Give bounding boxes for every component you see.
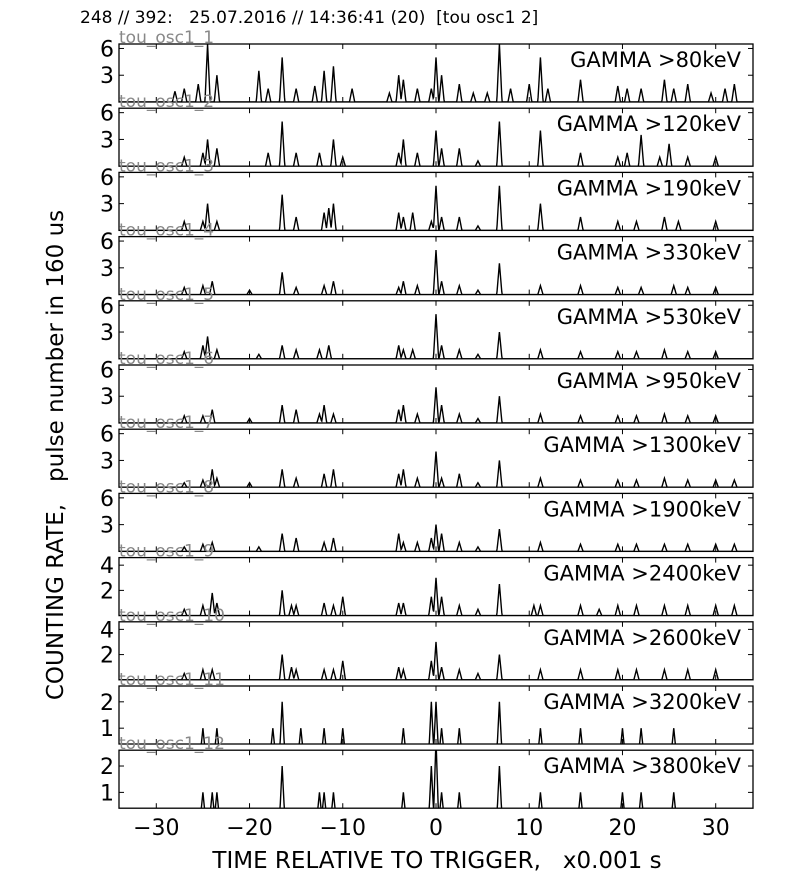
panel-9: [100, 542, 753, 616]
panel-2: [100, 92, 753, 166]
x-tick-label: −20: [226, 816, 273, 842]
panel-tag: tou_osc1_3: [119, 156, 215, 177]
y-tick-label: 2: [100, 690, 114, 716]
y-tick-label: 6: [100, 294, 114, 320]
panel-label: GAMMA >80keV: [570, 48, 741, 72]
panel-label: GAMMA >530keV: [556, 304, 741, 329]
y-tick-label: 6: [100, 230, 114, 256]
panel-10: [100, 606, 753, 680]
panel-tag: tou_osc1_10: [119, 605, 225, 626]
y-tick-label: 6: [100, 486, 114, 512]
y-tick-label: 1: [100, 717, 114, 743]
panel-tag: tou_osc1_4: [119, 220, 215, 241]
y-tick-label: 6: [100, 422, 114, 448]
x-tick-label: 30: [701, 816, 730, 842]
panel-label: GAMMA >950keV: [556, 369, 741, 393]
panel-tag: tou_osc1_8: [119, 477, 215, 498]
panel-tag: tou_osc1_6: [119, 349, 215, 369]
panel-5: [100, 285, 753, 359]
panel-12: [100, 734, 753, 810]
panel-label: GAMMA >2600keV: [543, 625, 741, 650]
y-tick-label: 4: [100, 618, 114, 644]
panel-label: GAMMA >2400keV: [543, 561, 741, 586]
panel-4: [100, 221, 753, 295]
y-tick-label: 3: [100, 449, 114, 475]
y-tick-label: 6: [100, 165, 114, 191]
x-tick-label: −30: [133, 816, 180, 842]
x-tick-label: 0: [429, 816, 443, 842]
panel-label: GAMMA >330keV: [556, 240, 741, 265]
panel-7: [100, 413, 753, 487]
y-tick-label: 3: [100, 385, 114, 411]
x-tick-label: −10: [319, 816, 366, 842]
y-tick-label: 3: [100, 256, 114, 282]
panel-label: GAMMA >3800keV: [543, 754, 741, 779]
y-axis-label: COUNTING RATE, pulse number in 160 us: [43, 209, 69, 701]
panel-tag: tou_osc1_9: [119, 541, 215, 562]
panel-6: [100, 349, 753, 423]
y-tick-label: 6: [100, 358, 114, 384]
y-tick-label: 1: [100, 781, 114, 807]
x-tick-label: 20: [608, 816, 637, 842]
y-tick-label: 2: [100, 643, 114, 669]
x-axis-label: TIME RELATIVE TO TRIGGER, x0.001 s: [212, 848, 662, 874]
panel-tag: tou_osc1_1: [119, 28, 215, 48]
panel-tag: tou_osc1_5: [119, 284, 215, 305]
y-tick-label: 4: [100, 554, 114, 580]
y-tick-label: 6: [100, 37, 114, 63]
panel-tag: tou_osc1_2: [119, 92, 215, 113]
y-tick-label: 3: [100, 64, 114, 90]
chart-header: 248 // 392: 25.07.2016 // 14:36:41 (20) [tou osc1 2]: [80, 8, 539, 28]
panel-8: [100, 477, 753, 551]
y-tick-label: 3: [100, 513, 114, 539]
panel-label: GAMMA >1300keV: [543, 433, 741, 458]
y-tick-label: 6: [100, 101, 114, 127]
panel-tag: tou_osc1_12: [119, 734, 225, 755]
panel-1: [100, 28, 753, 102]
y-tick-label: 3: [100, 321, 114, 347]
y-tick-label: 3: [100, 128, 114, 154]
panel-tag: tou_osc1_11: [119, 670, 225, 690]
x-tick-label: 10: [515, 816, 544, 842]
y-tick-label: 2: [100, 579, 114, 605]
y-tick-label: 2: [100, 755, 114, 781]
panel-label: GAMMA >190keV: [556, 176, 741, 201]
panel-label: GAMMA >120keV: [556, 112, 741, 137]
panel-tag: tou_osc1_7: [119, 413, 215, 434]
panel-label: GAMMA >3200keV: [543, 690, 741, 714]
panel-label: GAMMA >1900keV: [543, 497, 741, 522]
panel-3: [100, 156, 753, 230]
y-tick-label: 3: [100, 192, 114, 218]
